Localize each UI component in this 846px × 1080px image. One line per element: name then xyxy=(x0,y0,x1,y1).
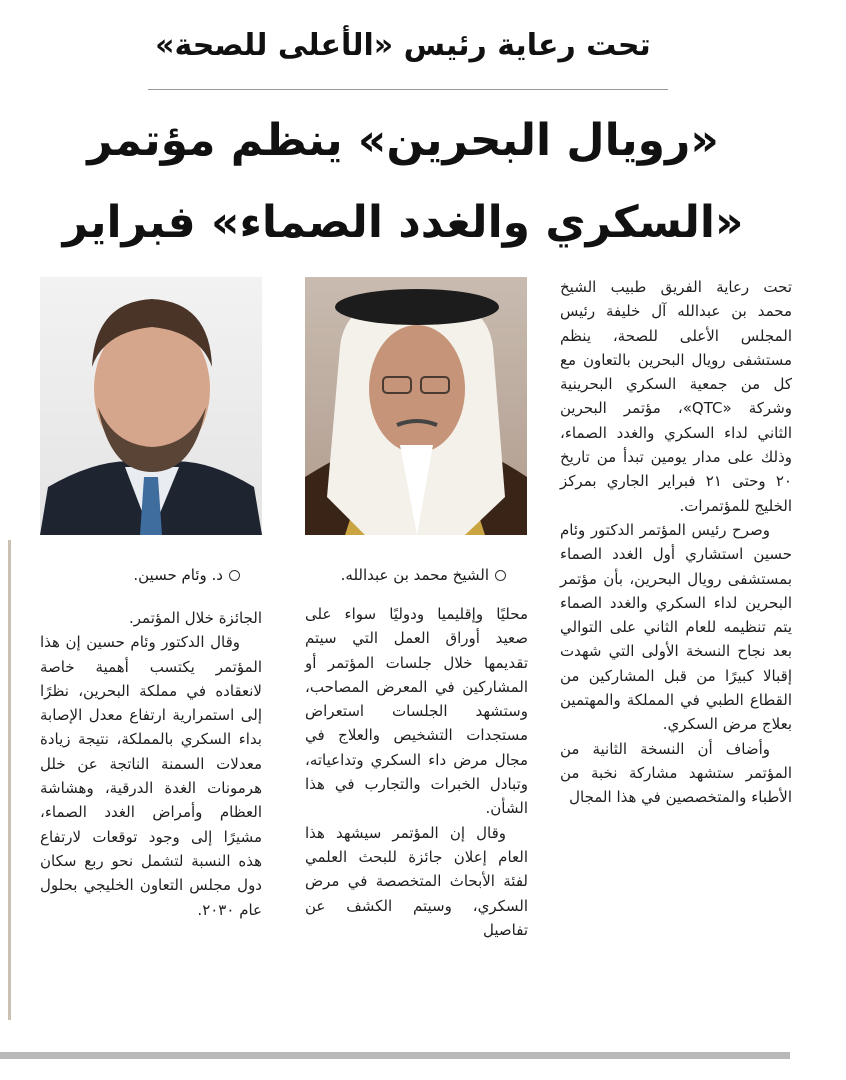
sheikh-photo xyxy=(305,277,527,535)
paragraph: وأضاف أن النسخة الثانية من المؤتمر ستشهد مشاركة نخبة من الأطباء والمتخصصين في هذا المجال xyxy=(560,739,792,807)
main-headline: «رويال البحرين» ينظم مؤتمر «السكري والغدد الصماء» فبراير xyxy=(62,115,744,248)
caption-bullet-icon xyxy=(229,570,240,581)
kicker-divider xyxy=(148,89,668,90)
doctor-caption xyxy=(133,566,240,584)
paragraph: محليًا وإقليميا ودوليًا سواء على صعيد أوراق العمل التي سيتم تقديمها خلال جلسات المؤتمر أو المشاركين في المعرض المصاحب، وستشهد الجلسات استعراض مستجدات التشخيص والعلاج في مجال مرض داء السكري وتداعياته، وتبادل الخبرات والتجارب في هذا الشأن. xyxy=(305,605,528,818)
paragraph: تحت رعاية الفريق طبيب الشيخ محمد بن عبدالله آل خليفة رئيس المجلس الأعلى للصحة، ينظم مستشفى رويال البحرين بالتعاون مع كل من جمعية السكري البحرينية وشركة «QTC»، مؤتمر البحرين الثاني لداء السكري والغدد الصماء، وذلك على مدار يومين تبدأ من تاريخ ٢٠ وحتى ٢١ فبراير الجاري بمركز الخليج للمؤتمرات. xyxy=(560,278,793,515)
article-column-middle xyxy=(305,602,528,942)
paragraph: الجائزة خلال المؤتمر. xyxy=(128,609,262,627)
article-column-left xyxy=(40,606,262,922)
page-bottom-rule xyxy=(0,1052,790,1059)
kicker-headline: تحت رعاية رئيس «الأعلى للصحة» xyxy=(155,28,651,63)
page-edge-rule xyxy=(8,540,11,1020)
doctor-portrait-illustration xyxy=(40,277,262,535)
sheikh-portrait-illustration xyxy=(305,277,527,535)
paragraph: وقال الدكتور وئام حسين إن هذا المؤتمر يكتسب أهمية خاصة لانعقاده في مملكة البحرين، نظرًا إلى استمرارية ارتفاع معدل الإصابة بداء السكري بالمملكة، نتيجة زيادة معدلات السمنة الناتجة عن خلل هرمونات الغدة الدرقية، وهشاشة العظام وأمراض الغدد الصماء، مشيرًا إلى وجود توقعات لارتفاع هذه النسبة لتشمل نحو ربع سكان دول مجلس التعاون الخليجي بحلول عام ٢٠٣٠. xyxy=(40,633,262,919)
article-column-right xyxy=(560,275,792,810)
paragraph: وقال إن المؤتمر سيشهد هذا العام إعلان جائزة للبحث العلمي لفئة الأبحاث المتخصصة في مرض السكري، وسيتم الكشف عن تفاصيل xyxy=(305,823,528,939)
caption-text: د. وئام حسين. xyxy=(133,566,223,584)
sheikh-caption xyxy=(341,566,506,584)
caption-text: الشيخ محمد بن عبدالله. xyxy=(340,566,489,584)
caption-bullet-icon xyxy=(495,570,506,581)
paragraph: وصرح رئيس المؤتمر الدكتور وئام حسين استشاري أول الغدد الصماء بمستشفى رويال البحرين، بأن مؤتمر البحرين لداء السكري والغدد الصماء يتم تنظيمه للعام الثاني على التوالي بعد نجاح النسخة الأولى التي شهدت إقبالا كبيرًا من قبل المشاركين من القطاع الطبي في المملكة والمهتمين بعلاج مرض السكري. xyxy=(560,520,792,734)
doctor-photo xyxy=(40,277,262,535)
